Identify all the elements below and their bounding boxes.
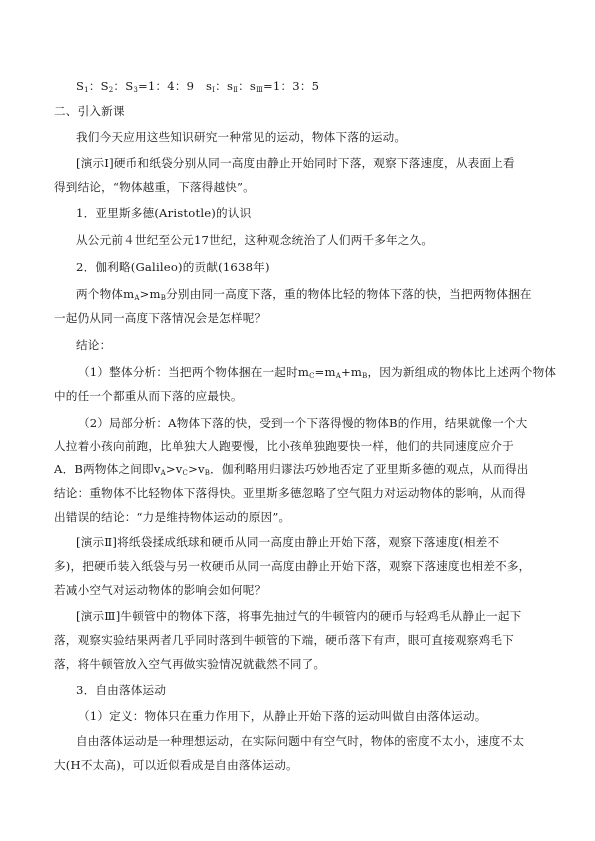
- analysis-sub: A: [335, 372, 341, 380]
- aristotle-text: 从公元前４世纪至公元17世纪，这种观念统治了人们两千多年之久。: [76, 233, 434, 247]
- formula-sub: 2: [108, 86, 114, 94]
- analysis-sub: C: [182, 469, 189, 477]
- formula-text: S: [76, 79, 85, 93]
- freefall-definition: （1）定义：物体只在重力作用下，从静止开始下落的运动叫做自由落体运动。: [78, 709, 487, 723]
- local-analysis-line: 结论：重物体不比轻物体下落得快。亚里斯多德忽略了空气阻力对运动物体的影响，从而得: [54, 486, 526, 500]
- analysis-text: +m: [341, 365, 363, 379]
- demo3-line: 落，观察实验结果两者几乎同时落到牛顿管的下端，硬币落下有声，眼可直接观察鸡毛下: [54, 633, 514, 647]
- demo2-line: 若减小空气对运动物体的影响会如何呢？: [54, 583, 267, 597]
- formula-sub: 1: [84, 86, 89, 94]
- demo3-line: 落，将牛顿管放入空气再做实验情况就截然不同了。: [54, 657, 326, 671]
- analysis-text: （1）整体分析：当把两个物体捆在一起时m: [78, 365, 310, 379]
- demo2-line: [演示Ⅱ]将纸袋揉成纸球和硬币从同一高度由静止开始下落，观察下落速度(相差不: [76, 535, 500, 549]
- analysis-sub: C: [309, 372, 315, 380]
- formula-sub: Ⅲ: [256, 86, 263, 94]
- local-analysis-line: 人拉着小孩向前跑，比单独大人跑要慢，比小孩单独跑要快一样，他们的共同速度应介于: [54, 439, 514, 453]
- galileo-title: 2．伽利略(Galileo)的贡献(1638年): [76, 260, 270, 274]
- formula-text: =1：3：5: [262, 79, 320, 93]
- galileo-text: 分别由同一高度下落，重的物体比轻的物体下落的快，当把两物体捆在: [166, 287, 532, 301]
- freefall-ideal-line: 自由落体运动是一种理想运动，在实际问题中有空气时，物体的密度不太小，速度不太: [76, 734, 525, 748]
- demo3-line: [演示Ⅲ]牛顿管中的物体下落，将事先抽过气的牛顿管内的硬币与轻鸡毛从静止一起下: [76, 609, 522, 623]
- analysis-text: ，因为新组成的物体比上述两个物体: [367, 365, 557, 379]
- freefall-ideal-line: 大(H不太高)，可以近似看成是自由落体运动。: [54, 758, 298, 772]
- formula-sub: Ⅰ: [212, 86, 216, 94]
- formula-text: ：S: [113, 79, 134, 93]
- whole-analysis-line: [78, 365, 556, 379]
- analysis-text: >v: [165, 462, 183, 476]
- demo1-line: 得到结论，“物体越重，下落得越快”。: [54, 180, 255, 194]
- demo1-line: [演示Ⅰ]硬币和纸袋分别从同一高度由静止开始同时下落，观察下落速度，从表面上看: [76, 156, 515, 170]
- analysis-text: A．B两物体之间即v: [54, 462, 161, 476]
- formula-text: ：s: [215, 79, 234, 93]
- analysis-sub: B: [204, 469, 211, 477]
- analysis-text: ．伽利略用归谬法巧妙地否定了亚里斯多德的观点，从而得出: [210, 462, 529, 476]
- local-analysis-line: 出错误的结论：“力是维持物体运动的原因”。: [54, 510, 291, 524]
- freefall-title: 3．自由落体运动: [76, 683, 167, 697]
- aristotle-title: 1．亚里斯多德(Aristotle)的认识: [76, 206, 252, 220]
- analysis-text: >v: [188, 462, 205, 476]
- galileo-sub: A: [134, 294, 140, 302]
- formula-text: ：s: [238, 79, 257, 93]
- formula-text: ：S: [88, 79, 109, 93]
- analysis-sub: A: [160, 469, 166, 477]
- galileo-text: 两个物体m: [76, 287, 135, 301]
- local-analysis-line: （2）局部分析：A物体下落的快，受到一个下落得慢的物体B的作用，结果就像一个大: [78, 416, 528, 430]
- local-analysis-line: [54, 462, 529, 476]
- analysis-sub: B: [362, 372, 368, 380]
- galileo-paragraph-line: 一起仍从同一高度下落情况会是怎样呢？: [54, 311, 267, 325]
- galileo-sub: B: [160, 294, 167, 302]
- formula-sub: 3: [133, 86, 138, 94]
- formula-text: =1：4：9 s: [138, 79, 213, 93]
- ratio-formula: [76, 79, 319, 93]
- galileo-text: >m: [139, 287, 161, 301]
- galileo-paragraph-line: [76, 287, 532, 301]
- conclusion-label: 结论：: [76, 338, 112, 352]
- section-heading: 二、引入新课: [54, 104, 125, 118]
- formula-sub: Ⅱ: [233, 86, 239, 94]
- analysis-text: =m: [314, 365, 336, 379]
- demo2-line: 多)，把硬币装入纸袋与另一枚硬币从同一高度由静止开始下落，观察下落速度也相差不多，: [54, 559, 531, 573]
- whole-analysis-line: 中的任一个都重从而下落的应最快。: [54, 389, 243, 403]
- intro-paragraph: 我们今天应用这些知识研究一种常见的运动，物体下落的运动。: [76, 130, 407, 144]
